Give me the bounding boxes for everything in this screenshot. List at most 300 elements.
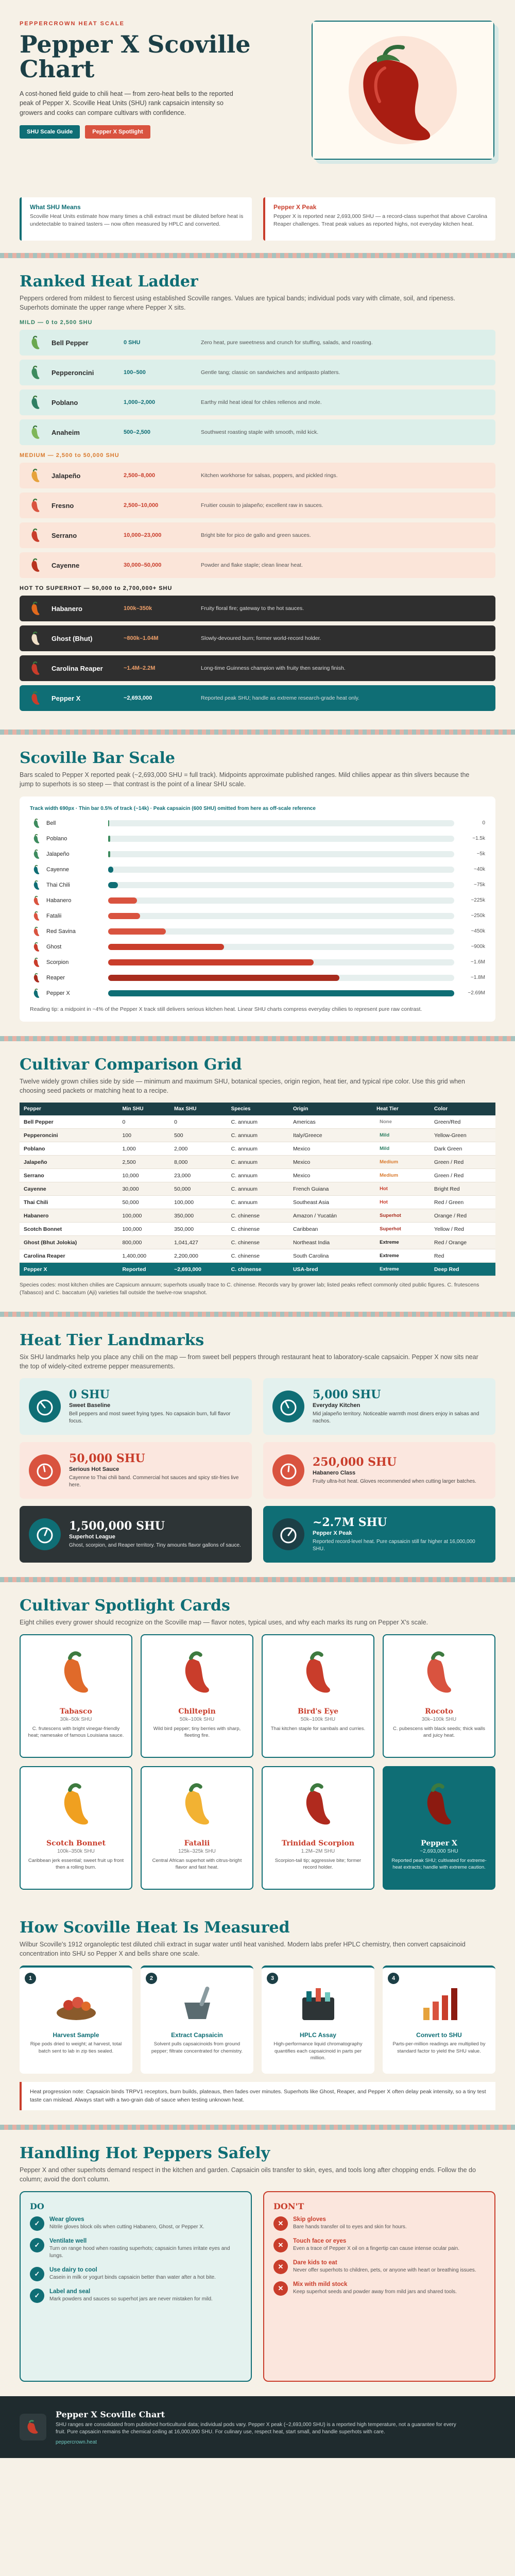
cross-icon: ✕ bbox=[273, 2216, 288, 2231]
ladder-pepper-name: Anaheim bbox=[52, 428, 80, 436]
table-row bbox=[20, 1236, 495, 1249]
card-text: C. frutescens with bright vinegar-friendly heat; namesake of famous Louisiana sauce. bbox=[28, 1726, 124, 1739]
table-cell: Scotch Bonnet bbox=[20, 1223, 118, 1236]
table-cell: 1,000 bbox=[118, 1142, 170, 1156]
bar-track bbox=[108, 959, 454, 965]
spotlight-section bbox=[0, 1582, 515, 1904]
table-cell: C. annuum bbox=[227, 1142, 289, 1156]
table-row bbox=[20, 1223, 495, 1236]
card-title: Bird's Eye bbox=[297, 1707, 339, 1716]
landmark-card bbox=[263, 1378, 495, 1435]
landmark-desc: Cayenne to Thai chili band. Commercial hot sauces and spicy stir-fries live here. bbox=[69, 1475, 239, 1488]
table-cell: Mexico bbox=[289, 1169, 372, 1182]
spotlight-card bbox=[383, 1766, 495, 1890]
bar-value-label: ~250k bbox=[471, 913, 485, 919]
bar-mark bbox=[108, 867, 113, 873]
ladder-row bbox=[20, 463, 495, 488]
bar-mark bbox=[108, 975, 339, 981]
safety-text bbox=[293, 2281, 457, 2296]
safety-title: Handling Hot Peppers Safely bbox=[20, 2144, 270, 2162]
bar-track bbox=[108, 990, 454, 996]
ladder-note: Long-time Guinness champion with fruity then searing finish. bbox=[201, 665, 346, 672]
measure-subtitle: Wilbur Scoville's 1912 organoleptic test diluted chili extract in sugar water until heat vanished. Modern labs prefer HPLC chemistry, then convert capsaicinoid concentration into SHU so Pepper X and bells share one scale. bbox=[20, 1941, 466, 1958]
safety-text bbox=[49, 2216, 204, 2231]
heat-tier-badge: Extreme bbox=[380, 1253, 399, 1259]
ladder-pepper-name: Jalapeño bbox=[52, 471, 81, 480]
gauge-icon bbox=[29, 1518, 61, 1550]
ladder-shu-range: 500–2,500 bbox=[124, 429, 150, 436]
grid-title: Cultivar Comparison Grid bbox=[20, 1055, 242, 1074]
table-cell: 1,041,427 bbox=[170, 1236, 227, 1249]
pepper-icon bbox=[27, 334, 44, 351]
safety-item-title: Ventilate well bbox=[49, 2238, 87, 2244]
barscale-subtitle: Bars scaled to Pepper X reported peak (~2,693,000 SHU = full track). Midpoints approximate published ranges. Mild chilies appear as thin slivers because the jump to superhots is so steep — that contrast is the point of a linear SHU scale. bbox=[20, 771, 470, 788]
safety-item-title: Dare kids to eat bbox=[293, 2260, 337, 2266]
table-cell bbox=[372, 1115, 430, 1129]
ladder-pepper-name: Poblano bbox=[52, 398, 78, 406]
card-title: Scotch Bonnet bbox=[46, 1839, 106, 1848]
step-number-badge: 3 bbox=[267, 1973, 278, 1984]
safety-text bbox=[293, 2238, 459, 2252]
footer-title: Pepper X Scoville Chart bbox=[56, 2409, 165, 2419]
card-title: Pepper X bbox=[421, 1839, 457, 1848]
table-cell: Green / Red bbox=[430, 1156, 495, 1169]
bar-value-label: ~5k bbox=[476, 851, 485, 857]
ladder-pepper-name: Pepperoncini bbox=[52, 368, 94, 377]
table-cell: Poblano bbox=[20, 1142, 118, 1156]
landmark-value: ~2.7M SHU bbox=[313, 1515, 387, 1529]
table-cell: 0 bbox=[118, 1115, 170, 1129]
table-cell: 8,000 bbox=[170, 1156, 227, 1169]
safety-item bbox=[30, 2238, 242, 2260]
pepper-icon bbox=[30, 910, 43, 922]
table-cell: French Guiana bbox=[289, 1182, 372, 1196]
ladder-note: Slowly-devoured burn; former world-record holder. bbox=[201, 635, 321, 642]
safety-item-text: Casein in milk or yogurt binds capsaicin better than water after a hot bite. bbox=[49, 2275, 216, 2280]
safety-section bbox=[0, 2130, 515, 2396]
bar-mark bbox=[108, 851, 110, 857]
landmark-label: Habanero Class bbox=[313, 1469, 356, 1476]
table-cell: Ghost (Bhut Jolokia) bbox=[20, 1236, 118, 1249]
landmark-text bbox=[313, 1388, 486, 1425]
ladder-row bbox=[20, 330, 495, 355]
ladder-pepper-name: Pepper X bbox=[52, 694, 81, 702]
bar-label: Red Savina bbox=[46, 928, 76, 935]
bar-mark bbox=[108, 944, 224, 950]
table-cell: Serrano bbox=[20, 1169, 118, 1182]
landmark-label: Serious Hot Sauce bbox=[69, 1466, 119, 1472]
card-shu: 50k–100k SHU bbox=[300, 1717, 336, 1723]
pepper-illustration bbox=[390, 1641, 488, 1703]
table-cell: Bright Red bbox=[430, 1182, 495, 1196]
bar-value-label: ~450k bbox=[471, 928, 485, 934]
ladder-note: Reported peak SHU; handle as extreme research-grade heat only. bbox=[201, 695, 359, 702]
table-cell: 2,200,000 bbox=[170, 1249, 227, 1263]
card-text: Reported peak SHU; cultivated for extreme-heat extracts; handle with extreme caution. bbox=[391, 1858, 487, 1871]
landmark-value: 50,000 SHU bbox=[69, 1451, 145, 1465]
landmark-value: 1,500,000 SHU bbox=[69, 1519, 165, 1533]
bar-row bbox=[30, 893, 485, 908]
ladder-row bbox=[20, 389, 495, 415]
heat-tier-badge: Mild bbox=[380, 1146, 390, 1152]
table-cell bbox=[372, 1223, 430, 1236]
table-cell bbox=[372, 1209, 430, 1223]
table-cell: 2,000 bbox=[170, 1142, 227, 1156]
card-shu: 100k–350k SHU bbox=[57, 1849, 95, 1855]
table-cell: Reported bbox=[118, 1263, 170, 1276]
safety-item-text: Turn on range hood when roasting superhots; capsaicin fumes irritate eyes and lungs. bbox=[49, 2246, 230, 2259]
landmark-card bbox=[20, 1378, 252, 1435]
table-cell: Pepper X bbox=[20, 1263, 118, 1276]
hero-lead: A cost-honed field guide to chili heat — from zero-heat bells to the reported peak of Pepper X. Scoville Heat Units (SHU) rank capsaicin intensity so growers and cooks can compare cultivars with confidence. bbox=[20, 90, 233, 117]
safety-item bbox=[30, 2267, 242, 2281]
safety-text bbox=[293, 2216, 407, 2231]
table-row bbox=[20, 1196, 495, 1209]
bar-mark bbox=[108, 882, 118, 888]
pepper-icon bbox=[27, 556, 44, 574]
ladder-shu-range: 2,500–10,000 bbox=[124, 502, 159, 509]
ladder-shu-range: 1,000–2,000 bbox=[124, 399, 156, 406]
step-illustration bbox=[147, 1977, 247, 2028]
ladder-row bbox=[20, 655, 495, 681]
bar-mark bbox=[108, 836, 110, 842]
bar-mark bbox=[108, 913, 140, 919]
ladder-shu-range: 10,000–23,000 bbox=[124, 532, 162, 539]
pepper-illustration bbox=[269, 1773, 367, 1835]
bar-row bbox=[30, 970, 485, 986]
ladder-pepper-name: Ghost (Bhut) bbox=[52, 634, 93, 642]
table-cell: ~2,693,000 bbox=[170, 1263, 227, 1276]
do-box bbox=[20, 2191, 252, 2382]
pepper-illustration bbox=[269, 1641, 367, 1703]
table-cell: Carolina Reaper bbox=[20, 1249, 118, 1263]
band-medium-label: MEDIUM — 2,500 to 50,000 SHU bbox=[20, 452, 119, 459]
landmarks-subtitle: Six SHU landmarks help you place any chili on the map — from sweet bell peppers through restaurant heat to laboratory-scale capsaicin. Pepper X now sits near the top of widely-cited extreme pepper measurements. bbox=[20, 1353, 478, 1370]
pepper-icon bbox=[30, 895, 43, 906]
ladder-note: Fruitier cousin to jalapeño; excellent raw in sauces. bbox=[201, 502, 323, 509]
pepper-icon bbox=[30, 864, 43, 875]
ladder-note: Zero heat, pure sweetness and crunch for stuffing, salads, and roasting. bbox=[201, 340, 373, 346]
pepper-icon bbox=[30, 833, 43, 844]
landmark-text bbox=[313, 1455, 476, 1485]
table-cell: Italy/Greece bbox=[289, 1129, 372, 1142]
bar-mark bbox=[108, 820, 109, 826]
table-cell: C. chinense bbox=[227, 1249, 289, 1263]
callout-title: Pepper X Peak bbox=[273, 204, 317, 211]
step-text: Ripe pods dried to weight; at harvest, total batch sent to lab in zip ties sealed. bbox=[30, 2041, 122, 2054]
card-text: C. pubescens with black seeds; thick walls and juicy heat. bbox=[393, 1726, 485, 1739]
ladder-note: Bright bite for pico de gallo and green sauces. bbox=[201, 532, 311, 539]
heat-tier-badge: Mild bbox=[380, 1132, 390, 1139]
landmark-value: 250,000 SHU bbox=[313, 1455, 397, 1469]
table-header-cell: Color bbox=[430, 1103, 495, 1115]
check-icon: ✓ bbox=[30, 2216, 44, 2231]
spotlight-card bbox=[20, 1634, 132, 1758]
card-shu: 125k–325k SHU bbox=[178, 1849, 216, 1855]
band-mild-label: MILD — 0 to 2,500 SHU bbox=[20, 319, 93, 326]
bar-row bbox=[30, 877, 485, 893]
bar-row bbox=[30, 908, 485, 924]
ladder-note: Southwest roasting staple with smooth, mild kick. bbox=[201, 429, 319, 436]
pepper-x-spotlight-button[interactable]: Pepper X Spotlight bbox=[85, 125, 150, 139]
table-cell bbox=[372, 1156, 430, 1169]
table-header-cell: Pepper bbox=[20, 1103, 118, 1115]
table-cell: Green/Red bbox=[430, 1115, 495, 1129]
hero-eyebrow: PEPPERCROWN HEAT SCALE bbox=[20, 21, 125, 27]
landmark-card bbox=[20, 1442, 252, 1499]
landmark-text bbox=[69, 1388, 243, 1425]
table-cell: USA-bred bbox=[289, 1263, 372, 1276]
card-shu: ~2,693,000 SHU bbox=[420, 1849, 458, 1855]
ladder-pepper-name: Serrano bbox=[52, 531, 77, 539]
table-row bbox=[20, 1209, 495, 1223]
ladder-shu-range: ~1.4M–2.2M bbox=[124, 665, 156, 672]
ladder-pepper-name: Fresno bbox=[52, 501, 74, 510]
pepper-icon bbox=[30, 941, 43, 953]
table-row bbox=[20, 1156, 495, 1169]
heat-tier-badge: Extreme bbox=[380, 1266, 399, 1273]
comparison-table bbox=[20, 1103, 495, 1277]
heat-tier-badge: None bbox=[380, 1119, 392, 1125]
landmark-label: Sweet Baseline bbox=[69, 1402, 111, 1409]
bar-value-label: ~1.5k bbox=[472, 836, 485, 841]
safety-item-text: Nitrile gloves block oils when cutting Habanero, Ghost, or Pepper X. bbox=[49, 2224, 204, 2230]
gauge-icon bbox=[29, 1391, 61, 1422]
bar-track bbox=[108, 944, 454, 950]
hero-pepper-illustration bbox=[312, 21, 494, 160]
bar-label: Fatalii bbox=[46, 912, 62, 919]
heat-tier-badge: Superhot bbox=[380, 1226, 401, 1232]
table-cell bbox=[372, 1182, 430, 1196]
table-cell: Pepperoncini bbox=[20, 1129, 118, 1142]
step-illustration bbox=[389, 1977, 489, 2028]
safety-item-title: Wear gloves bbox=[49, 2216, 84, 2223]
table-row bbox=[20, 1263, 495, 1276]
pepper-icon bbox=[27, 600, 44, 617]
table-cell: 100,000 bbox=[170, 1196, 227, 1209]
pepper-icon bbox=[30, 818, 43, 829]
measure-note: Heat progression note: Capsaicin binds TRPV1 receptors, burn builds, plateaus, then fades over minutes. Superhots like Ghost, Reaper, and Pepper X often delay peak intensity, so a tiny test taste can mislead. Always start with a two-grain dab of sauce when testing unknown heat. bbox=[20, 2082, 495, 2110]
bar-track bbox=[108, 867, 454, 873]
what-shu-means-callout bbox=[20, 197, 252, 241]
step-text: High-performance liquid chromatography quantifies each capsaicinoid in parts per million. bbox=[273, 2041, 363, 2061]
callout-text: Pepper X is reported near 2,693,000 SHU — a record-class superhot that above Carolina Reaper challenges. Treat peak values as reported highs, not everyday kitchen heat. bbox=[273, 213, 487, 228]
table-cell: South Carolina bbox=[289, 1249, 372, 1263]
do-title: DO bbox=[30, 2201, 44, 2211]
measure-title: How Scoville Heat Is Measured bbox=[20, 1919, 290, 1937]
table-header-cell: Max SHU bbox=[170, 1103, 227, 1115]
barscale-legend: Track width 690px · Thin bar 0.5% of track (~14k) · Peak capsaicin (600 SHU) omitted from here as off-scale reference bbox=[30, 805, 316, 811]
safety-item bbox=[273, 2216, 485, 2231]
table-cell: C. annuum bbox=[227, 1156, 289, 1169]
step-illustration bbox=[26, 1977, 126, 2028]
landmark-desc: Ghost, scorpion, and Reaper territory. Tiny amounts flavor gallons of sauce. bbox=[69, 1542, 241, 1548]
table-cell: C. chinense bbox=[227, 1236, 289, 1249]
pepper-icon bbox=[27, 497, 44, 514]
safety-item-text: Bare hands transfer oil to eyes and skin for hours. bbox=[293, 2224, 407, 2230]
spotlight-card bbox=[383, 1634, 495, 1758]
bar-value-label: ~225k bbox=[471, 897, 485, 903]
table-row bbox=[20, 1249, 495, 1263]
table-cell bbox=[372, 1169, 430, 1182]
landmark-desc: Reported record-level heat. Pure capsaicin still far higher at 16,000,000 SHU. bbox=[313, 1538, 475, 1552]
measure-step-card bbox=[262, 1965, 374, 2074]
ladder-row bbox=[20, 522, 495, 548]
cross-icon: ✕ bbox=[273, 2281, 288, 2296]
bar-value-label: ~900k bbox=[471, 944, 485, 950]
bar-row bbox=[30, 955, 485, 970]
table-cell: 100,000 bbox=[118, 1223, 170, 1236]
landmark-desc: Bell peppers and most sweet frying types. No capsaicin burn, full flavor focus. bbox=[69, 1411, 231, 1424]
safety-item bbox=[273, 2238, 485, 2252]
bar-track bbox=[108, 882, 454, 888]
barscale-footnote: Reading tip: a midpoint in ~4% of the Pepper X track still delivers serious kitchen heat. Linear SHU charts compress everyday chilies to represent pure raw contrast. bbox=[30, 1006, 422, 1012]
ladder-title: Ranked Heat Ladder bbox=[20, 273, 198, 291]
landmarks-section bbox=[0, 1317, 515, 1577]
bar-label: Jalapeño bbox=[46, 851, 70, 857]
landmark-label: Superhot League bbox=[69, 1533, 115, 1540]
card-shu: 50k–100k SHU bbox=[179, 1717, 215, 1723]
pepper-icon bbox=[27, 630, 44, 647]
table-header-cell: Species bbox=[227, 1103, 289, 1115]
table-row bbox=[20, 1115, 495, 1129]
shu-guide-button[interactable]: SHU Scale Guide bbox=[20, 125, 80, 139]
card-title: Tabasco bbox=[60, 1707, 92, 1716]
table-cell: C. chinense bbox=[227, 1223, 289, 1236]
table-cell bbox=[372, 1129, 430, 1142]
table-cell: C. annuum bbox=[227, 1129, 289, 1142]
card-shu: 30k–50k SHU bbox=[60, 1717, 92, 1723]
step-number-badge: 2 bbox=[146, 1973, 157, 1984]
bar-value-label: ~75k bbox=[474, 882, 485, 888]
spotlight-card bbox=[141, 1634, 253, 1758]
bar-row bbox=[30, 862, 485, 877]
table-cell: 500 bbox=[170, 1129, 227, 1142]
ladder-row bbox=[20, 360, 495, 385]
bar-mark bbox=[108, 928, 166, 935]
bar-track bbox=[108, 975, 454, 981]
card-text: Thai kitchen staple for sambals and curries. bbox=[270, 1726, 366, 1732]
gauge-icon bbox=[272, 1391, 304, 1422]
pepper-icon bbox=[27, 659, 44, 677]
card-text: Caribbean jerk essential; sweet fruit up front then a rolling burn. bbox=[28, 1858, 124, 1871]
table-cell: Orange / Red bbox=[430, 1209, 495, 1223]
safety-item-title: Mix with mild stock bbox=[293, 2281, 348, 2287]
bar-mark bbox=[108, 897, 137, 904]
ladder-shu-range: 100k–350k bbox=[124, 605, 152, 612]
pepper-illustration bbox=[27, 1773, 125, 1835]
spotlight-title: Cultivar Spotlight Cards bbox=[20, 1596, 230, 1615]
table-cell: 1,400,000 bbox=[118, 1249, 170, 1263]
measure-section bbox=[0, 1904, 515, 2125]
table-cell: 2,500 bbox=[118, 1156, 170, 1169]
card-title: Trinidad Scorpion bbox=[281, 1839, 355, 1848]
safety-text bbox=[293, 2260, 476, 2274]
bar-value-label: ~40k bbox=[474, 867, 485, 872]
table-cell: Yellow-Green bbox=[430, 1129, 495, 1142]
table-cell: 100 bbox=[118, 1129, 170, 1142]
safety-item-title: Touch face or eyes bbox=[293, 2238, 347, 2244]
bar-label: Cayenne bbox=[46, 866, 70, 873]
bar-label: Pepper X bbox=[46, 990, 70, 996]
pepper-icon bbox=[27, 467, 44, 484]
table-cell: C. chinense bbox=[227, 1263, 289, 1276]
bar-label: Thai Chili bbox=[46, 882, 70, 888]
landmark-text bbox=[69, 1519, 241, 1549]
dont-title: DON'T bbox=[273, 2201, 304, 2211]
safety-item-title: Label and seal bbox=[49, 2289, 91, 2295]
band-superhot-label: HOT TO SUPERHOT — 50,000 to 2,700,000+ SHU bbox=[20, 585, 173, 592]
bar-label: Reaper bbox=[46, 974, 65, 981]
section-divider bbox=[0, 1036, 515, 1041]
spotlight-card bbox=[141, 1766, 253, 1890]
landmark-card bbox=[263, 1506, 495, 1563]
table-cell bbox=[372, 1196, 430, 1209]
spotlight-subtitle: Eight chilies every grower should recognize on the Scoville map — flavor notes, typical uses, and why each marks its rung on Pepper X's scale. bbox=[20, 1618, 428, 1626]
ladder-shu-range: 0 SHU bbox=[124, 340, 141, 346]
table-cell: C. annuum bbox=[227, 1196, 289, 1209]
step-title: HPLC Assay bbox=[300, 2031, 336, 2039]
table-cell: Thai Chili bbox=[20, 1196, 118, 1209]
card-text: Scorpion-tail tip; aggressive bite; former record holder. bbox=[274, 1858, 362, 1871]
ladder-note: Fruity floral fire; gateway to the hot sauces. bbox=[201, 605, 304, 612]
section-divider bbox=[0, 730, 515, 735]
pepper-icon bbox=[27, 527, 44, 544]
table-cell: 10,000 bbox=[118, 1169, 170, 1182]
ladder-pepper-name: Habanero bbox=[52, 604, 82, 613]
ladder-note: Powder and flake staple; clean linear heat. bbox=[201, 562, 303, 569]
table-row bbox=[20, 1169, 495, 1182]
landmark-desc: Fruity ultra-hot heat. Gloves recommended when cutting larger batches. bbox=[313, 1478, 476, 1484]
step-number-badge: 1 bbox=[25, 1973, 36, 1984]
landmark-text bbox=[69, 1452, 243, 1489]
table-cell: Jalapeño bbox=[20, 1156, 118, 1169]
bar-row bbox=[30, 816, 485, 831]
table-cell: 30,000 bbox=[118, 1182, 170, 1196]
pepper-icon bbox=[30, 879, 43, 891]
table-header-cell: Origin bbox=[289, 1103, 372, 1115]
card-shu: 1.2M–2M SHU bbox=[301, 1849, 335, 1855]
table-header-cell: Heat Tier bbox=[372, 1103, 430, 1115]
landmark-value: 5,000 SHU bbox=[313, 1387, 381, 1401]
table-cell: 50,000 bbox=[170, 1182, 227, 1196]
bar-value-label: ~1.6M bbox=[470, 959, 485, 965]
check-icon: ✓ bbox=[30, 2289, 44, 2303]
bar-row bbox=[30, 939, 485, 955]
section-divider bbox=[0, 1312, 515, 1317]
ladder-row bbox=[20, 493, 495, 518]
footer-link[interactable]: peppercrown.heat bbox=[56, 2439, 97, 2445]
safety-text bbox=[49, 2238, 242, 2260]
step-text: Solvent pulls capsaicinoids from ground pepper; filtrate concentrated for chemistry. bbox=[151, 2041, 243, 2054]
safety-item bbox=[273, 2281, 485, 2296]
table-cell: 50,000 bbox=[118, 1196, 170, 1209]
landmark-card bbox=[263, 1442, 495, 1499]
footer bbox=[0, 2396, 515, 2458]
table-cell: Cayenne bbox=[20, 1182, 118, 1196]
heat-tier-badge: Extreme bbox=[380, 1240, 399, 1246]
bar-track bbox=[108, 928, 454, 935]
pepper-icon bbox=[27, 364, 44, 381]
spotlight-card bbox=[20, 1766, 132, 1890]
ladder-row bbox=[20, 419, 495, 445]
safety-item-text: Mark powders and sauces so superhot jars are never mistaken for mild. bbox=[49, 2296, 213, 2302]
table-cell bbox=[372, 1263, 430, 1276]
table-cell: Deep Red bbox=[430, 1263, 495, 1276]
table-cell: Southeast Asia bbox=[289, 1196, 372, 1209]
table-cell bbox=[372, 1142, 430, 1156]
bar-label: Habanero bbox=[46, 897, 72, 904]
